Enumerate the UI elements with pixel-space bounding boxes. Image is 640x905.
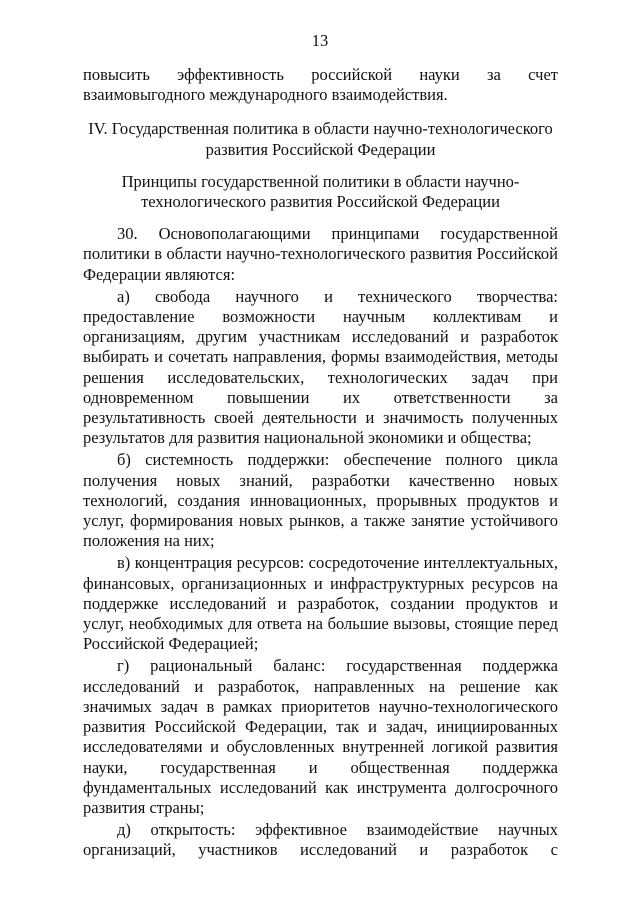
list-item-v: в) концентрация ресурсов: сосредоточение интеллектуальных, финансовых, организационных и инфраструктурных ресурсов на поддержке исследований и разработок, создании продуктов и услуг, необходимых для ответа на большие вызовы, стоящие перед Российской Федерацией; <box>83 553 558 654</box>
document-body <box>83 65 558 861</box>
intro-paragraph: повысить эффективность российской науки за счет взаимовыгодного международного взаимодействия. <box>83 65 558 105</box>
paragraph-30: 30. Основополагающими принципами государственной политики в области научно-технологического развития Российской Федерации являются: <box>83 224 558 284</box>
list-item-b: б) системность поддержки: обеспечение полного цикла получения новых знаний, разработки качественно новых технологий, создания инновационных, прорывных продуктов и услуг, формирования новых рынков, а также занятие устойчивого положения на них; <box>83 450 558 551</box>
subsection-title: Принципы государственной политики в области научно-технологического развития Российской Федерации <box>121 171 520 212</box>
list-item-a: а) свобода научного и технического творчества: предоставление возможности научным коллективам и организациям, другим участникам исследований и разработок выбирать и сочетать направления, формы взаимодействия, методы решения исследовательских, технологических задач при одновременном повышении их ответственности за результативность своей деятельности и значимость полученных результатов для развития национальной экономики и общества; <box>83 286 558 448</box>
list-item-g: г) рациональный баланс: государственная поддержка исследований и разработок, направленных на решение как значимых задач в рамках приоритетов научно-технологического развития Российской Федерации, так и задач, инициированных исследователями и обусловленных внутренней логикой развития науки, государственная и общественная поддержка фундаментальных исследований как инструмента долгосрочного развития страны; <box>83 656 558 817</box>
list-item-d: д) открытость: эффективное взаимодействие научных организаций, участников исследований и разработок с <box>83 820 558 860</box>
page-number: 13 <box>311 31 329 50</box>
section-title: IV. Государственная политика в области научно-технологического развития Российской Федерации <box>88 119 553 159</box>
